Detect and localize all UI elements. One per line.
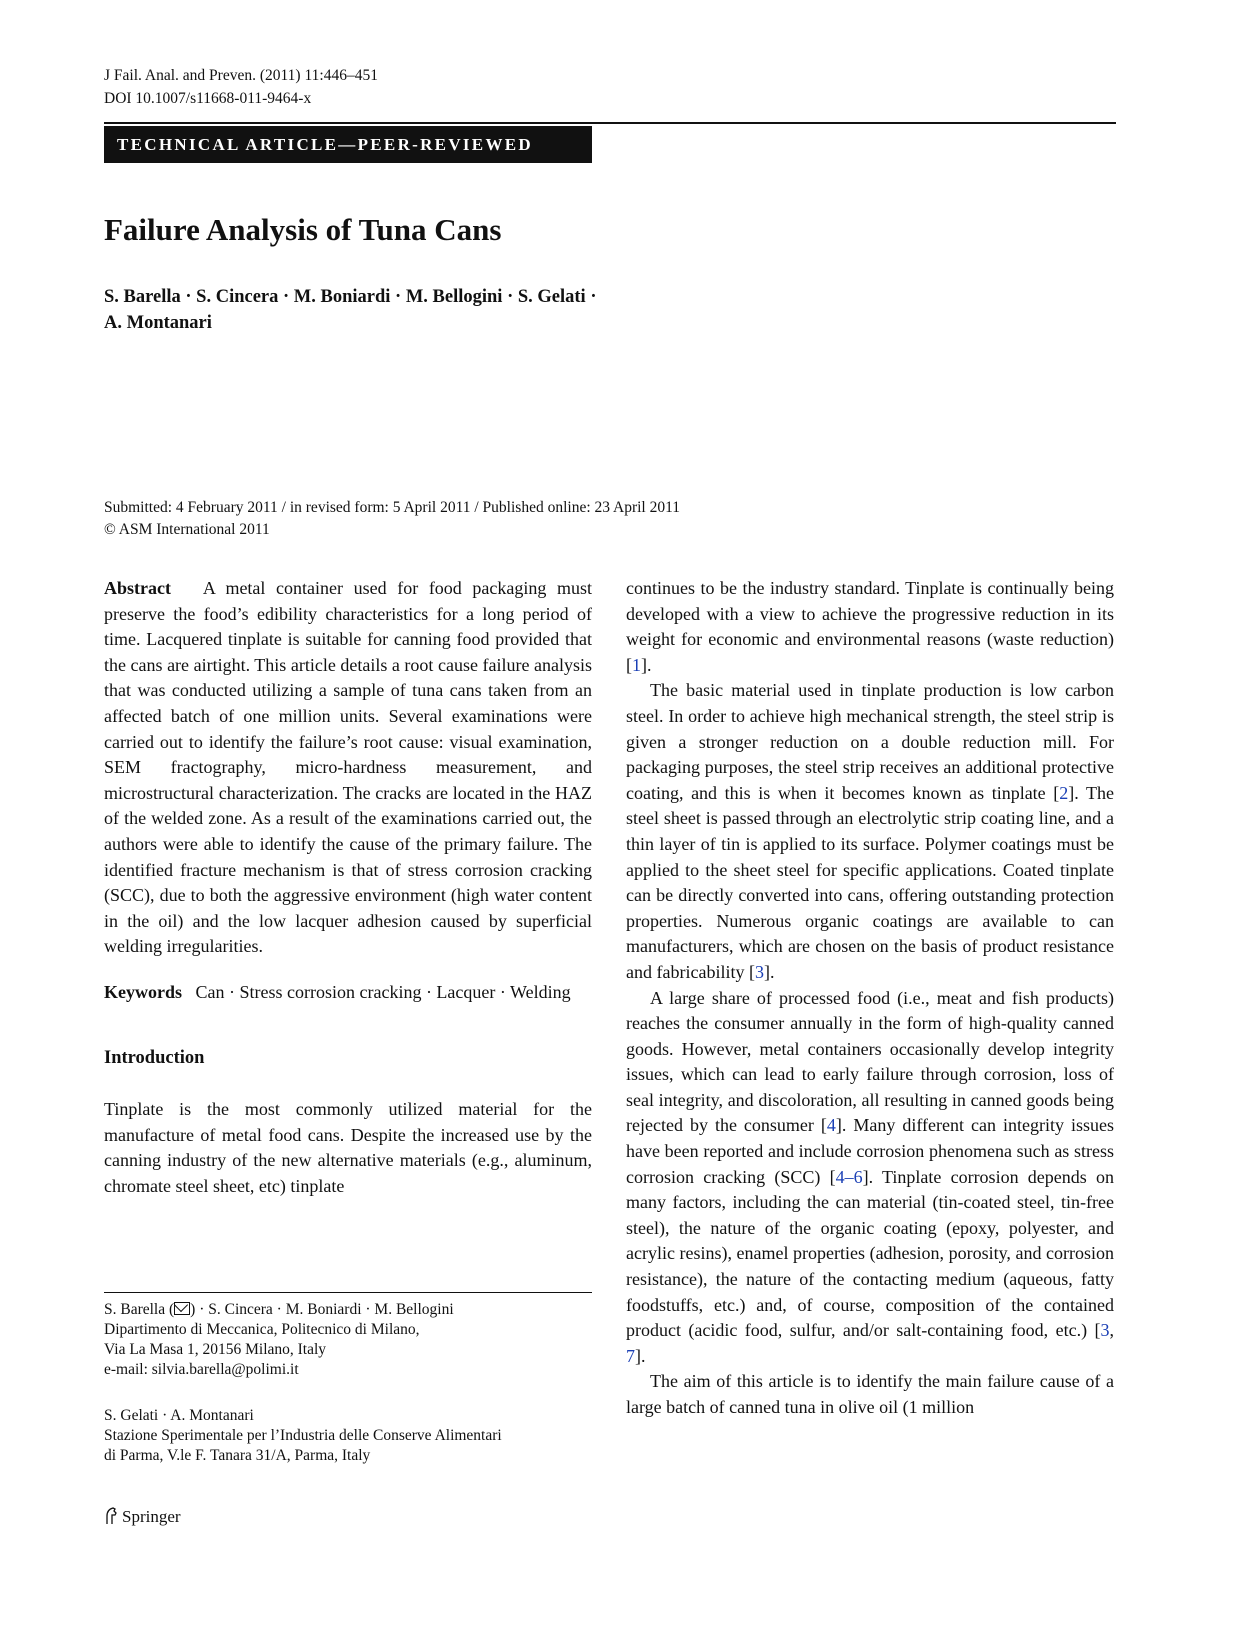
text-run: ]. The steel sheet is passed through an electrolytic strip coating line, and a thin layer of tin is applied to its surface. Polymer coatings must be applied to the sheet steel for specific applications. Coated tinplate can be directly converted into cans, offering outstanding protection properties. Numerous organic coatings are available to can manufacturers, which are chosen on the basis of product resistance and fabricability [ bbox=[626, 782, 1115, 982]
left-column bbox=[104, 576, 592, 1199]
right-paragraph-2 bbox=[626, 678, 1114, 985]
citation-link[interactable]: 3 bbox=[754, 961, 764, 982]
right-column bbox=[626, 576, 1114, 1421]
publisher-name: Springer bbox=[122, 1507, 181, 1526]
keywords bbox=[104, 980, 592, 1006]
author-line-2: A. Montanari bbox=[104, 313, 212, 333]
publisher-footer bbox=[104, 1506, 181, 1528]
text-run: ]. Tinplate corrosion depends on many factors, including the can material (tin-coated steel, tin-free steel), the nature of the organic coating (epoxy, polyester, and acrylic resins), enamel properties (adhesion, porosity, and corrosion resistance), the nature of the contacting medium (aqueous, fatty foodstuffs, etc.) and, of course, composition of the contained product (acidic food, sulfur, and/or salt-containing food, etc.) [ bbox=[626, 1166, 1114, 1341]
affiliation-1 bbox=[104, 1300, 454, 1380]
abstract bbox=[104, 576, 592, 960]
keywords-text: Can · Stress corrosion cracking · Lacquer · Welding bbox=[195, 981, 571, 1002]
right-paragraph-1 bbox=[626, 576, 1114, 678]
right-paragraph-4: The aim of this article is to identify the main failure cause of a large batch of canned tuna in olive oil (1 million bbox=[626, 1371, 1114, 1417]
doi-line: DOI 10.1007/s11668-011-9464-x bbox=[104, 90, 312, 107]
journal-line: J Fail. Anal. and Preven. (2011) 11:446–451 bbox=[104, 67, 378, 84]
copyright-line: © ASM International 2011 bbox=[104, 521, 270, 538]
author-line-1: S. Barella · S. Cincera · M. Boniardi · M. Bellogini · S. Gelati · bbox=[104, 287, 597, 307]
text-run: ]. bbox=[763, 961, 775, 982]
right-paragraph-3 bbox=[626, 986, 1114, 1370]
affiliation-2 bbox=[104, 1406, 502, 1466]
journal-citation bbox=[104, 64, 378, 110]
affiliation-1-dept: Dipartimento di Meccanica, Politecnico di Milano, bbox=[104, 1321, 420, 1338]
abstract-text: A metal container used for food packaging must preserve the food’s edibility characteristics for a long period of time. Lacquered tinplate is suitable for canning food provided that the cans are airtight. This article details a root cause failure analysis that was conducted utilizing a sample of tuna cans taken from an affected batch of one million units. Several examinations were carried out to identify the failure’s root cause: visual examination, SEM fractography, micro-hardness measurement, and microstructural characterization. The cracks are located in the HAZ of the welded zone. As a result of the examinations carried out, the authors were able to identify the cause of the primary failure. The identified fracture mechanism is that of stress corrosion cracking (SCC), due to both the aggressive environment (high water content in the oil) and the low lacquer adhesion caused by superficial welding irregularities. bbox=[104, 578, 593, 957]
affiliation-1-names bbox=[104, 1300, 454, 1320]
citation-link[interactable]: 3 bbox=[1100, 1320, 1110, 1341]
article-title: Failure Analysis of Tuna Cans bbox=[104, 212, 502, 247]
keywords-label: Keywords bbox=[104, 981, 182, 1002]
text-run: , bbox=[1109, 1320, 1114, 1341]
introduction-heading: Introduction bbox=[104, 1047, 205, 1068]
affiliation-2-names: S. Gelati · A. Montanari bbox=[104, 1407, 254, 1424]
dates-line: Submitted: 4 February 2011 / in revised form: 5 April 2011 / Published online: 23 April 2011 bbox=[104, 499, 681, 516]
footnote-rule bbox=[104, 1292, 592, 1293]
affiliation-2-institute: Stazione Sperimentale per l’Industria delle Conserve Alimentari bbox=[104, 1427, 502, 1444]
text-run: A large share of processed food (i.e., meat and fish products) reaches the consumer annually in the form of high-quality canned goods. However, metal containers occasionally develop integrity issues, which can lead to early failure through corrosion, loss of seal integrity, and discoloration, all resulting in canned goods being rejected by the consumer [ bbox=[626, 987, 1114, 1136]
author-list bbox=[104, 284, 597, 336]
abstract-label: Abstract bbox=[104, 578, 171, 598]
affiliation-1-address: Via La Masa 1, 20156 Milano, Italy bbox=[104, 1341, 327, 1358]
springer-horse-icon bbox=[104, 1507, 118, 1525]
article-type-banner: TECHNICAL ARTICLE—PEER-REVIEWED bbox=[104, 126, 592, 163]
text-run: ) · S. Cincera · M. Boniardi · M. Bellogini bbox=[190, 1301, 454, 1318]
text-run: ]. bbox=[635, 1345, 646, 1366]
citation-link[interactable]: 4 bbox=[826, 1115, 836, 1136]
publication-dates bbox=[104, 497, 680, 541]
text-run: S. Barella ( bbox=[104, 1301, 175, 1318]
text-run: continues to be the industry standard. Tinplate is continually being developed with a view to achieve the progressive reduction in its weight for economic and environmental reasons (waste reduction) [ bbox=[626, 578, 1114, 675]
banner-rule bbox=[104, 122, 1116, 124]
citation-link[interactable]: 2 bbox=[1059, 782, 1069, 803]
text-run: The basic material used in tinplate production is low carbon steel. In order to achieve high mechanical strength, the steel strip is given a stronger reduction on a double reduction mill. For packaging purposes, the steel strip receives an additional protective coating, and this is when it becomes known as tinplate [ bbox=[626, 680, 1114, 803]
citation-link[interactable]: 4–6 bbox=[835, 1166, 863, 1187]
text-run: ]. bbox=[641, 654, 652, 675]
affiliation-1-email[interactable]: e-mail: silvia.barella@polimi.it bbox=[104, 1361, 299, 1378]
affiliation-2-address: di Parma, V.le F. Tanara 31/A, Parma, Italy bbox=[104, 1447, 371, 1464]
envelope-icon bbox=[174, 1302, 190, 1315]
citation-link[interactable]: 1 bbox=[632, 654, 641, 675]
citation-link[interactable]: 7 bbox=[626, 1345, 635, 1366]
introduction-paragraph-1: Tinplate is the most commonly utilized material for the manufacture of metal food cans. Despite the increased use by the canning industry of the new alternative materials (e.g., aluminum, chromate steel sheet, etc) tinplate bbox=[104, 1099, 592, 1196]
text-run: ]. Many different can integrity issues have been reported and include corrosion phenomena such as stress corrosion cracking (SCC) [ bbox=[626, 1115, 1114, 1187]
